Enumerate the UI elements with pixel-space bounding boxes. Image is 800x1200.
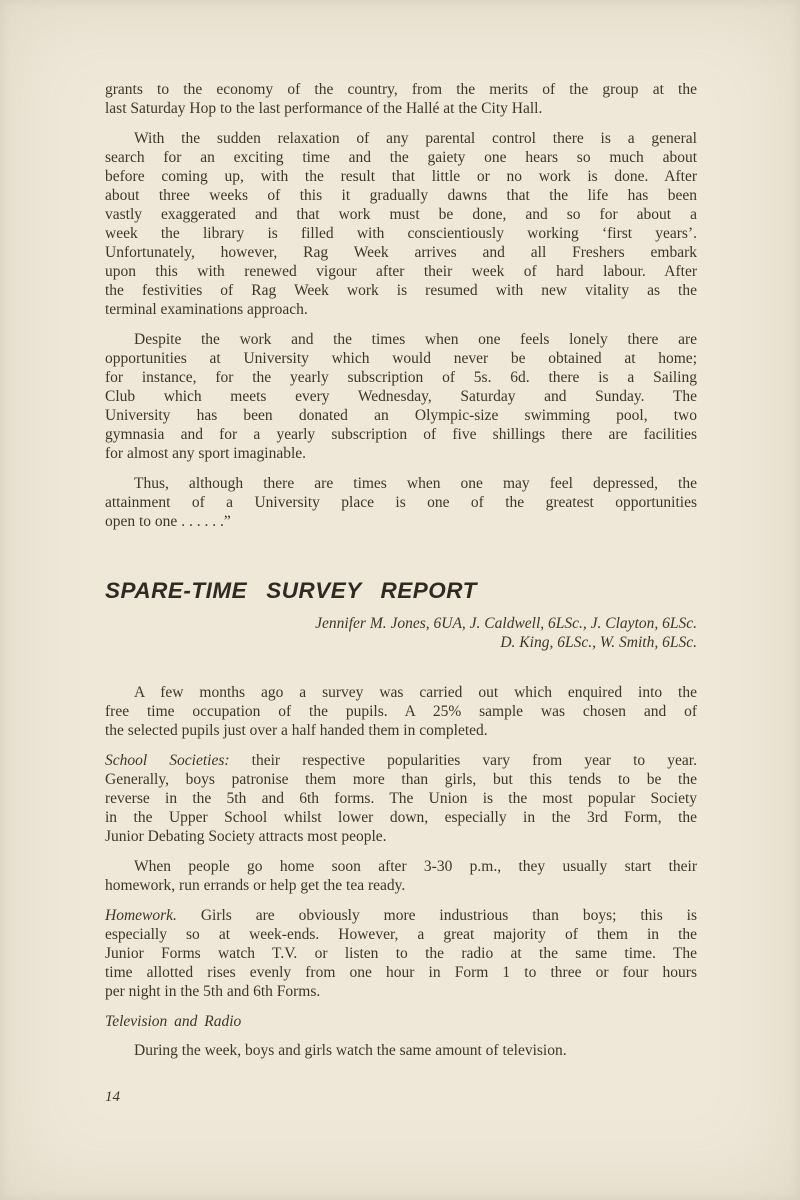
text-line: Club which meets every Wednesday, Saturday and Sunday. The <box>105 388 697 405</box>
paragraph <box>105 474 697 531</box>
paragraph <box>105 80 697 118</box>
text-line: the festivities of Rag Week work is resumed with new vitality as the <box>105 282 697 299</box>
text-line: With the sudden relaxation of any parental control there is a general <box>134 130 697 147</box>
text-line: Thus, although there are times when one may feel depressed, the <box>134 475 697 492</box>
text-line: about three weeks of this it gradually dawns that the life has been <box>105 187 697 204</box>
text-line: in the Upper School whilst lower down, especially in the 3rd Form, the <box>105 809 697 826</box>
text-line: Generally, boys patronise them more than girls, but this tends to be the <box>105 771 697 788</box>
text-line: time allotted rises evenly from one hour in Form 1 to three or four hours <box>105 964 697 981</box>
section-heading: SPARE-TIME SURVEY REPORT <box>105 578 477 603</box>
text-line: week the library is filled with conscientiously working ‘first years’. <box>105 225 697 242</box>
paragraph <box>105 1041 697 1060</box>
text-line: before coming up, with the result that little or no work is done. After <box>105 168 697 185</box>
text-line <box>105 751 697 770</box>
paragraph <box>105 857 697 895</box>
paragraph <box>105 330 697 463</box>
text-line: vastly exaggerated and that work must be done, and so for about a <box>105 206 697 223</box>
italic-lead: Homework. <box>105 907 177 924</box>
text-line: terminal examinations approach. <box>105 301 308 318</box>
text-line: the selected pupils just over a half handed them in completed. <box>105 722 488 739</box>
italic-lead: School Societies: <box>105 752 230 769</box>
text-line: Unfortunately, however, Rag Week arrives and all Freshers embark <box>105 244 697 261</box>
byline-line: D. King, 6LSc., W. Smith, 6LSc. <box>500 634 697 651</box>
paragraph <box>105 683 697 740</box>
text-line: for instance, for the yearly subscription of 5s. 6d. there is a Sailing <box>105 369 697 386</box>
paragraph <box>105 129 697 319</box>
paragraph <box>105 906 697 1001</box>
text-line: opportunities at University which would never be obtained at home; <box>105 350 697 367</box>
text-line: free time occupation of the pupils. A 25% sample was chosen and of <box>105 703 697 720</box>
text-line <box>105 906 697 925</box>
text-line: per night in the 5th and 6th Forms. <box>105 983 321 1000</box>
text-line: last Saturday Hop to the last performance of the Hallé at the City Hall. <box>105 100 543 117</box>
line-text: their respective popularities vary from year to year. <box>229 752 697 769</box>
text-line: for almost any sport imaginable. <box>105 445 307 462</box>
byline <box>105 614 697 652</box>
text-line: grants to the economy of the country, from the merits of the group at the <box>105 81 697 98</box>
text-line: gymnasia and for a yearly subscription of five shillings there are facilities <box>105 426 697 443</box>
text-column <box>105 80 697 1060</box>
sub-heading: Television and Radio <box>105 1013 242 1030</box>
paragraph <box>105 751 697 846</box>
text-line: open to one . . . . . .” <box>105 513 231 530</box>
page-number: 14 <box>105 1089 120 1105</box>
line-text: Girls are obviously more industrious than boys; this is <box>176 907 697 924</box>
byline-line: Jennifer M. Jones, 6UA, J. Caldwell, 6LSc., J. Clayton, 6LSc. <box>315 615 697 632</box>
text-line: especially so at week-ends. However, a great majority of them in the <box>105 926 697 943</box>
text-line: reverse in the 5th and 6th forms. The Union is the most popular Society <box>105 790 697 807</box>
text-line: Junior Forms watch T.V. or listen to the radio at the same time. The <box>105 945 697 962</box>
text-line: Despite the work and the times when one feels lonely there are <box>134 331 697 348</box>
text-line: upon this with renewed vigour after their week of hard labour. After <box>105 263 697 280</box>
text-line: During the week, boys and girls watch the same amount of television. <box>134 1042 567 1059</box>
text-line: homework, run errands or help get the tea ready. <box>105 877 406 894</box>
text-line: Junior Debating Society attracts most people. <box>105 828 387 845</box>
text-line: University has been donated an Olympic-size swimming pool, two <box>105 407 697 424</box>
text-line: When people go home soon after 3-30 p.m., they usually start their <box>134 858 697 875</box>
text-line: A few months ago a survey was carried out which enquired into the <box>134 684 697 701</box>
text-line: search for an exciting time and the gaiety one hears so much about <box>105 149 697 166</box>
text-line: attainment of a University place is one of the greatest opportunities <box>105 494 697 511</box>
